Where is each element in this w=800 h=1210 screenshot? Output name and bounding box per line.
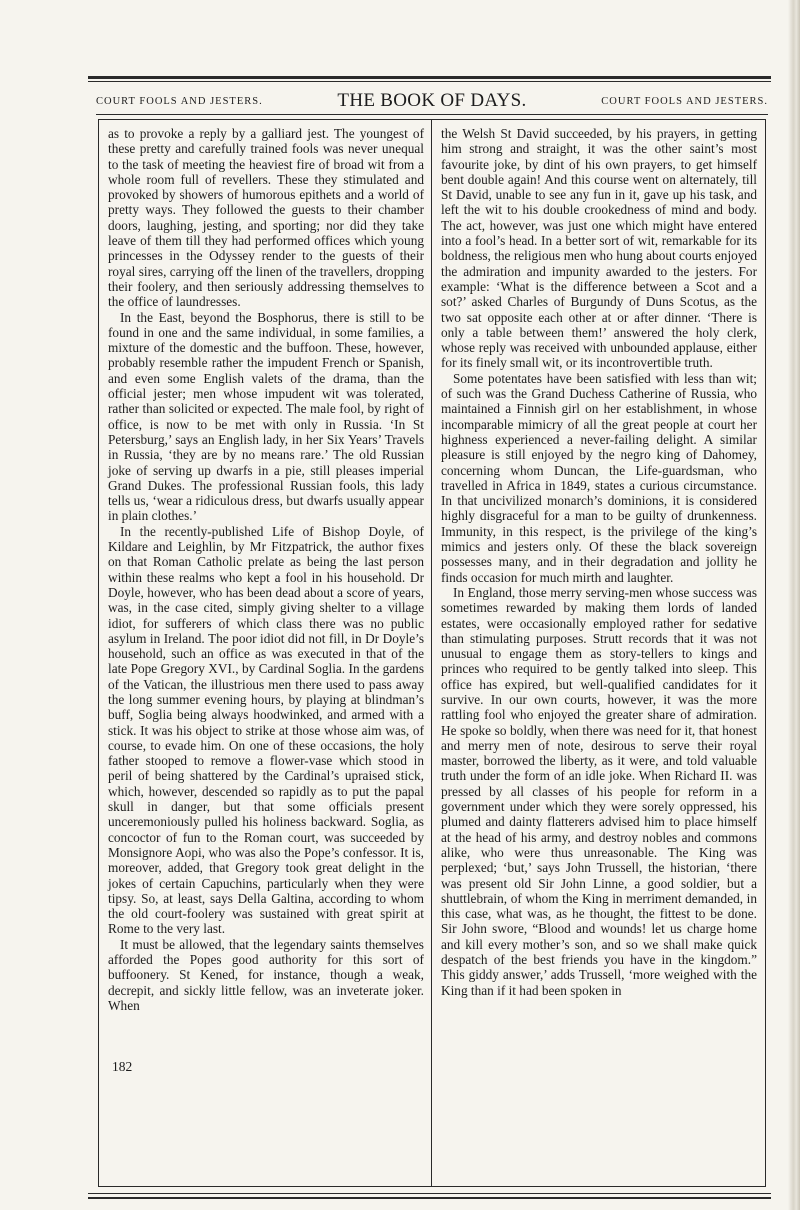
- right-column: [441, 126, 757, 998]
- page-number: 182: [112, 1059, 133, 1074]
- paragraph: Some potentates have been satisfied with less than wit; of such was the Grand Duchess Catherine of Russia, who maintained a Finnish girl on her establishment, in whose incomparable mimicry of all the great people at court her highness experienced a never-failing delight. A similar pleasure is still enjoyed by the negro king of Dahomey, concerning whom Duncan, the Life-guardsman, who travelled in Africa in 1849, states a curious circumstance. In that uncivilized monarch’s dominions, it is considered highly disgraceful for a man to be guilty of drunkenness. Immunity, in this respect, is the privilege of the king’s mimics and jesters only. Of these the black sovereign possesses many, and in their degradation and jollity he finds occasion for much mirth and laughter.: [441, 370, 757, 585]
- column-divider: [431, 119, 432, 1187]
- page-edge-shadow: [788, 0, 800, 1210]
- left-column: [108, 126, 424, 1013]
- paragraph: the Welsh St David succeeded, by his prayers, in getting him strong and straight, it was the other saint’s most favourite joke, by dint of his own prayers, to get himself bent double again! And this course went on alternately, till St David, unable to see any fun in it, gave up his task, and left the wit to his double crookedness of mind and body. The act, however, was just one which might have entered into a fool’s head. In a better sort of wit, remarkable for its boldness, the religious men who hung about courts enjoyed the admiration and impunity awarded to the jesters. For example: ‘What is the difference between a Scot and a sot?’ asked Charles of Burgundy of Duns Scotus, as the two sat opposite each other at or after dinner. ‘There is only a table between them!’ answered the holy clerk, whose reply was received with unbounded applause, either for its finely small wit, or its incontrovertible truth.: [441, 126, 757, 371]
- bottom-rule-thick: [88, 1197, 771, 1199]
- paragraph: In the recently-published Life of Bishop Doyle, of Kildare and Leighlin, by Mr Fitzpatrick, the author fixes on that Roman Catholic prelate as being the last person within these realms who kept a fool in his household. Dr Doyle, however, who has been dead about a score of years, was, in the case cited, simply giving shelter to a village idiot, for sufferers of which class there was no public asylum in Ireland. The poor idiot did not fill, in Dr Doyle’s household, such an office as was executed in that of the late Pope Gregory XVI., by Cardinal Soglia. In the gardens of the Vatican, the illustrious men there used to pass away the long summer evening hours, by playing at blindman’s buff, Soglia being always hoodwinked, and armed with a stick. It was his object to strike at those whose aim was, of course, to evade him. On one of these occasions, the holy father stooped to remove a flower-vase which stood in peril of being shattered by the Cardinal’s upraised stick, which, however, descended so rapidly as to put the papal skull in danger, but that some officials present unceremoniously pulled his holiness backward. Soglia, as concoctor of fun to the Roman court, was succeeded by Monsignore Aopi, who was also the Pope’s confessor. It is, moreover, added, that Gregory took great delight in the jokes of certain Capuchins, particularly when they were tipsy. So, at least, says Della Galtina, according to whom the old court-foolery was sustained with great spirit at Rome to the very last.: [108, 523, 424, 937]
- paragraph: In England, those merry serving-men whose success was sometimes rewarded by making them lords of landed estates, were occasionally employed rather for sedative than stimulating purposes. Strutt records that it was not unusual to engage them as story-tellers to kings and princes who required to be gently talked into sleep. This office has expired, but well-qualified candidates for it survive. In our own courts, however, it was the more rattling fool who enjoyed the greater share of admiration. He spoke so boldly, when there was need for it, that honest and merry men of note, desirous to serve their royal master, borrowed the liberty, as it were, and told valuable truth under the form of an idle joke. When Richard II. was pressed by all classes of his people for reform in a government under which they were sorely oppressed, his plumed and dainty flatterers advised him to place himself at the head of his army, and destroy nobles and commons alike, who were thus unreasonable. The King was perplexed; ‘but,’ says John Trussell, the historian, ‘there was present old Sir John Linne, a good soldier, but a shuttlebrain, of whom the King in merriment demanded, in this case, what was, as he thought, the fittest to be done. Sir John swore, “Blood and wounds! let us charge home and kill every mother’s son, and so we shall make quick despatch of the best friends you have in the kingdom.” This giddy answer,’ adds Trussell, ‘more weighed with the King than if it had been spoken in: [441, 584, 757, 998]
- paragraph: as to provoke a reply by a galliard jest. The youngest of these pretty and carefully trained fools was never unequal to the task of meeting the heaviest fire of broad wit from a whole room full of revellers. These they stimulated and provoked by showers of humorous epithets and a world of pretty ways. They followed the guests to their chamber doors, laughing, jesting, and sporting; nor did they take leave of them till they had performed offices which young princesses in the Odyssey render to the guests of their royal sires, carrying off the linen of the travellers, dropping their foolery, and then seriously addressing themselves to the office of laundresses.: [108, 126, 424, 310]
- bottom-rule-thin: [88, 1193, 771, 1194]
- header-right-section-title: COURT FOOLS AND JESTERS.: [601, 96, 768, 107]
- running-header: [96, 90, 768, 112]
- paragraph: It must be allowed, that the legendary saints themselves afforded the Popes good authority for this sort of buffoonery. St Kened, for instance, though a weak, decrepit, and sickly little fellow, was an inveterate joker. When: [108, 936, 424, 1013]
- header-left-section-title: COURT FOOLS AND JESTERS.: [96, 96, 263, 107]
- header-book-title: THE BOOK OF DAYS.: [337, 90, 527, 111]
- header-underline-rule: [96, 114, 768, 115]
- top-rule-thin: [88, 81, 771, 82]
- top-rule-thick: [88, 76, 771, 79]
- paragraph: In the East, beyond the Bosphorus, there is still to be found in one and the same individual, in some families, a mixture of the domestic and the buffoon. These, however, probably resemble rather the impudent French or Spanish, and even some English valets of the drama, than the official jester; men whose impudent wit was tolerated, rather than solicited or expected. The male fool, by right of office, is now to be met with only in Russia. ‘In St Petersburg,’ says an English lady, in her Six Years’ Travels in Russia, ‘they are by no means rare.’ The old Russian joke of serving up dwarfs in a pie, still pleases imperial Grand Dukes. The professional Russian fools, this lady tells us, ‘wear a ridiculous dress, but dwarfs usually appear in plain clothes.’: [108, 309, 424, 524]
